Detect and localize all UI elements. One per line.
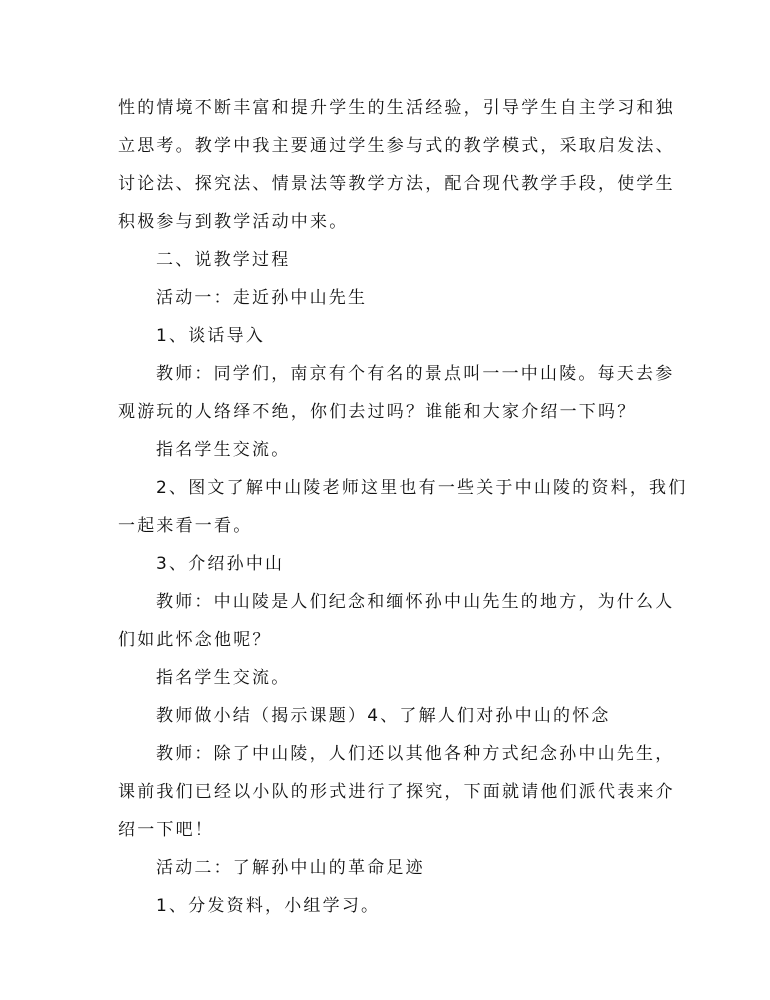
step-heading: 1、分发资料，小组学习。 bbox=[156, 896, 381, 916]
text-line: 指名学生交流。 bbox=[156, 668, 291, 688]
activity-heading: 活动二：了解孙中山的革命足迹 bbox=[156, 858, 425, 878]
text-line: 教师：中山陵是人们纪念和缅怀孙中山先生的地方，为什么人 bbox=[156, 592, 675, 612]
text-line: 们如此怀念他呢？ bbox=[118, 630, 272, 650]
text-line: 教师：同学们，南京有个有名的景点叫一一中山陵。每天去参 bbox=[156, 364, 675, 384]
section-heading: 二、说教学过程 bbox=[156, 250, 291, 270]
text-line: 指名学生交流。 bbox=[156, 440, 291, 460]
step-heading: 1、谈话导入 bbox=[156, 326, 266, 346]
activity-heading: 活动一：走近孙中山先生 bbox=[156, 288, 368, 308]
text-line: 立思考。教学中我主要通过学生参与式的教学模式，采取启发法、 bbox=[118, 136, 675, 156]
text-line: 2、图文了解中山陵老师这里也有一些关于中山陵的资料，我们 bbox=[156, 478, 688, 498]
text-line: 积极参与到教学活动中来。 bbox=[118, 212, 349, 232]
text-line: 观游玩的人络绎不绝，你们去过吗？谁能和大家介绍一下吗？ bbox=[118, 402, 637, 422]
step-heading: 3、介绍孙中山 bbox=[156, 554, 285, 574]
text-line: 绍一下吧！ bbox=[118, 820, 214, 840]
text-line: 讨论法、探究法、情景法等教学方法，配合现代教学手段，使学生 bbox=[118, 174, 675, 194]
text-line: 性的情境不断丰富和提升学生的生活经验，引导学生自主学习和独 bbox=[118, 98, 675, 118]
text-line: 一起来看一看。 bbox=[118, 516, 253, 536]
text-line: 课前我们已经以小队的形式进行了探究，下面就请他们派代表来介 bbox=[118, 782, 675, 802]
text-line: 教师做小结（揭示课题）4、了解人们对孙中山的怀念 bbox=[156, 706, 611, 726]
text-line: 教师：除了中山陵，人们还以其他各种方式纪念孙中山先生， bbox=[156, 744, 675, 764]
